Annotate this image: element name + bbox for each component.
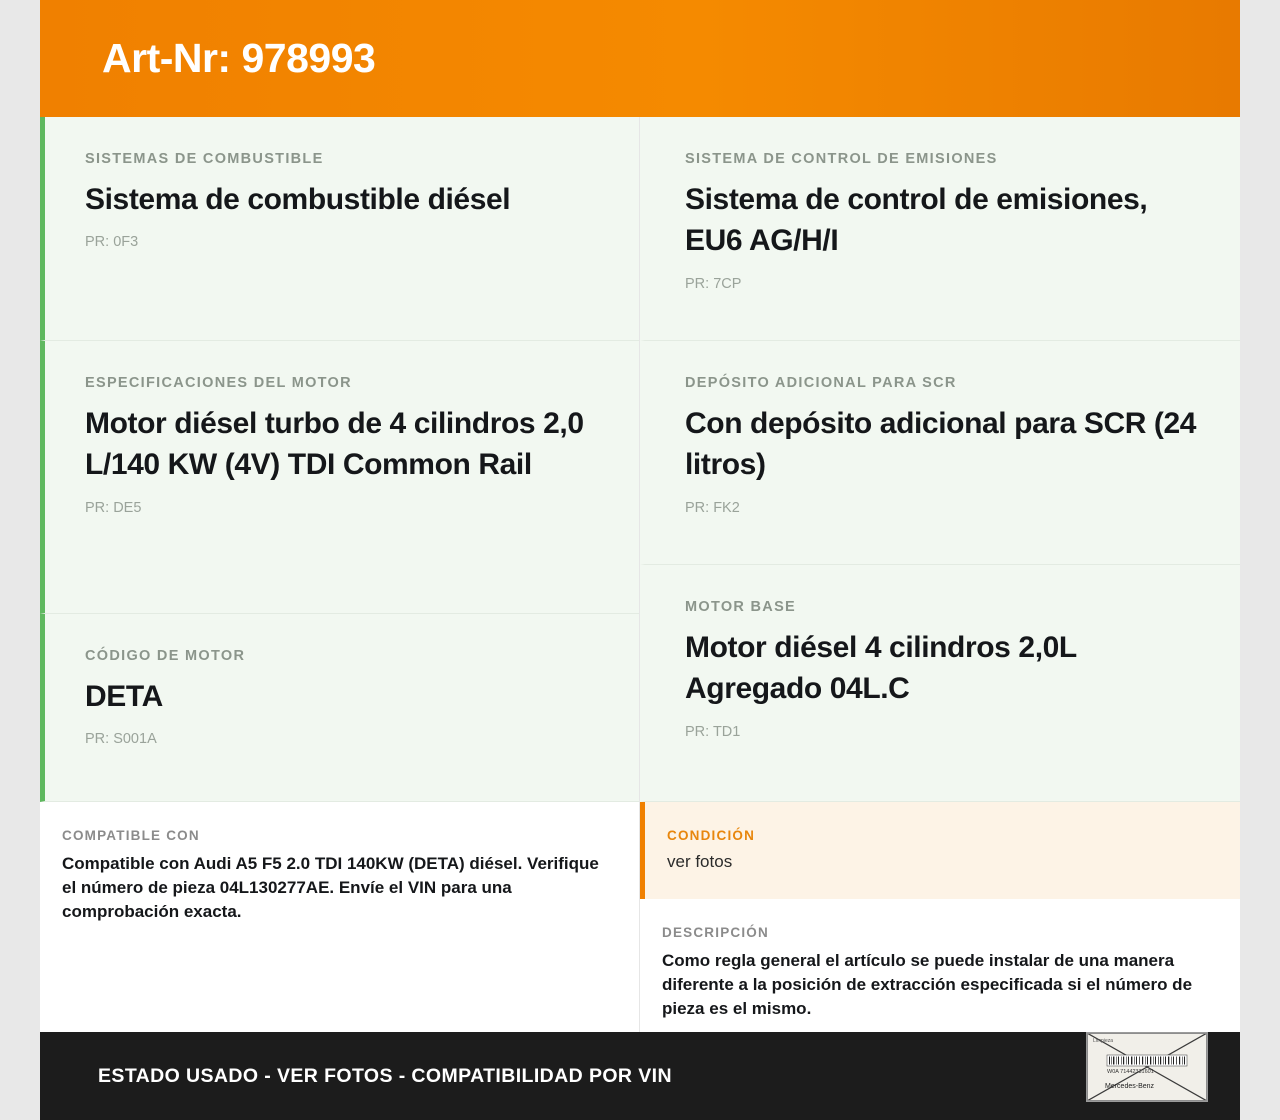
spec-column-left — [40, 117, 640, 802]
spec-label: CÓDIGO DE MOTOR — [85, 648, 246, 664]
spec-pr-code: PR: 0F3 — [85, 234, 139, 251]
footer-banner — [40, 1032, 1240, 1120]
compatibility-text: Compatible con Audi A5 F5 2.0 TDI 140KW (DETA) diésel. Verifique el número de pieza 04L130277AE. Envíe el VIN para una comprobación exacta. — [62, 854, 599, 922]
spec-column-right — [640, 117, 1240, 802]
spec-value: Motor diésel turbo de 4 cilindros 2,0 L/140 KW (4V) TDI Common Rail — [85, 407, 584, 482]
spec-label: MOTOR BASE — [685, 599, 797, 615]
stamp-graphic — [1087, 1033, 1207, 1101]
spec-value: Sistema de combustible diésel — [85, 183, 511, 216]
compatibility-block — [40, 802, 639, 944]
spec-value: DETA — [85, 680, 163, 713]
lower-section — [40, 802, 1240, 1037]
spec-card-engine-code — [40, 614, 639, 802]
spec-pr-code: PR: 7CP — [685, 275, 742, 292]
stamp-brand-text: Mercedes-Benz — [1105, 1083, 1155, 1090]
spec-card-engine-specs — [40, 341, 639, 614]
svg-text:Limpieza: Limpieza — [1093, 1038, 1114, 1044]
spec-grid — [40, 117, 1240, 802]
spec-card-base-engine — [640, 565, 1240, 802]
description-text: Como regla general el artículo se puede instalar de una manera diferente a la posición de extracción especificada si el número de pieza es el mismo. — [662, 951, 1193, 1019]
compatibility-label: COMPATIBLE CON — [62, 828, 200, 843]
spec-label: SISTEMA DE CONTROL DE EMISIONES — [685, 151, 998, 167]
spec-value: Motor diésel 4 cilindros 2,0L Agregado 04L.C — [685, 631, 1077, 706]
condition-label: CONDICIÓN — [667, 828, 756, 843]
description-label: DESCRIPCIÓN — [662, 925, 769, 940]
listing-sheet — [40, 0, 1240, 1120]
spec-pr-code: PR: S001A — [85, 731, 157, 748]
header-banner — [40, 0, 1240, 117]
article-number-title: Art-Nr: 978993 — [102, 35, 376, 81]
spec-value: Con depósito adicional para SCR (24 litros) — [685, 407, 1197, 482]
spec-value: Sistema de control de emisiones, EU6 AG/H/I — [685, 183, 1148, 258]
spec-pr-code: PR: FK2 — [685, 499, 740, 516]
spec-label: DEPÓSITO ADICIONAL PARA SCR — [685, 375, 957, 391]
spec-card-fuel-system — [40, 117, 639, 341]
spec-label: SISTEMAS DE COMBUSTIBLE — [85, 151, 324, 167]
condition-value: ver fotos — [667, 852, 733, 871]
stamp-code-text: W0A 71442331601 — [1107, 1069, 1154, 1075]
footer-text: ESTADO USADO - VER FOTOS - COMPATIBILIDAD POR VIN — [98, 1064, 672, 1087]
spec-card-scr-tank — [640, 341, 1240, 565]
condition-description-panel — [640, 802, 1240, 1037]
condition-block — [640, 802, 1240, 899]
spec-card-emissions — [640, 117, 1240, 341]
description-block — [640, 899, 1240, 1041]
parts-label-stamp-image — [1086, 1032, 1208, 1102]
spec-pr-code: PR: TD1 — [685, 723, 741, 740]
spec-label: ESPECIFICACIONES DEL MOTOR — [85, 375, 352, 391]
compatibility-panel — [40, 802, 640, 1037]
spec-pr-code: PR: DE5 — [85, 499, 142, 516]
